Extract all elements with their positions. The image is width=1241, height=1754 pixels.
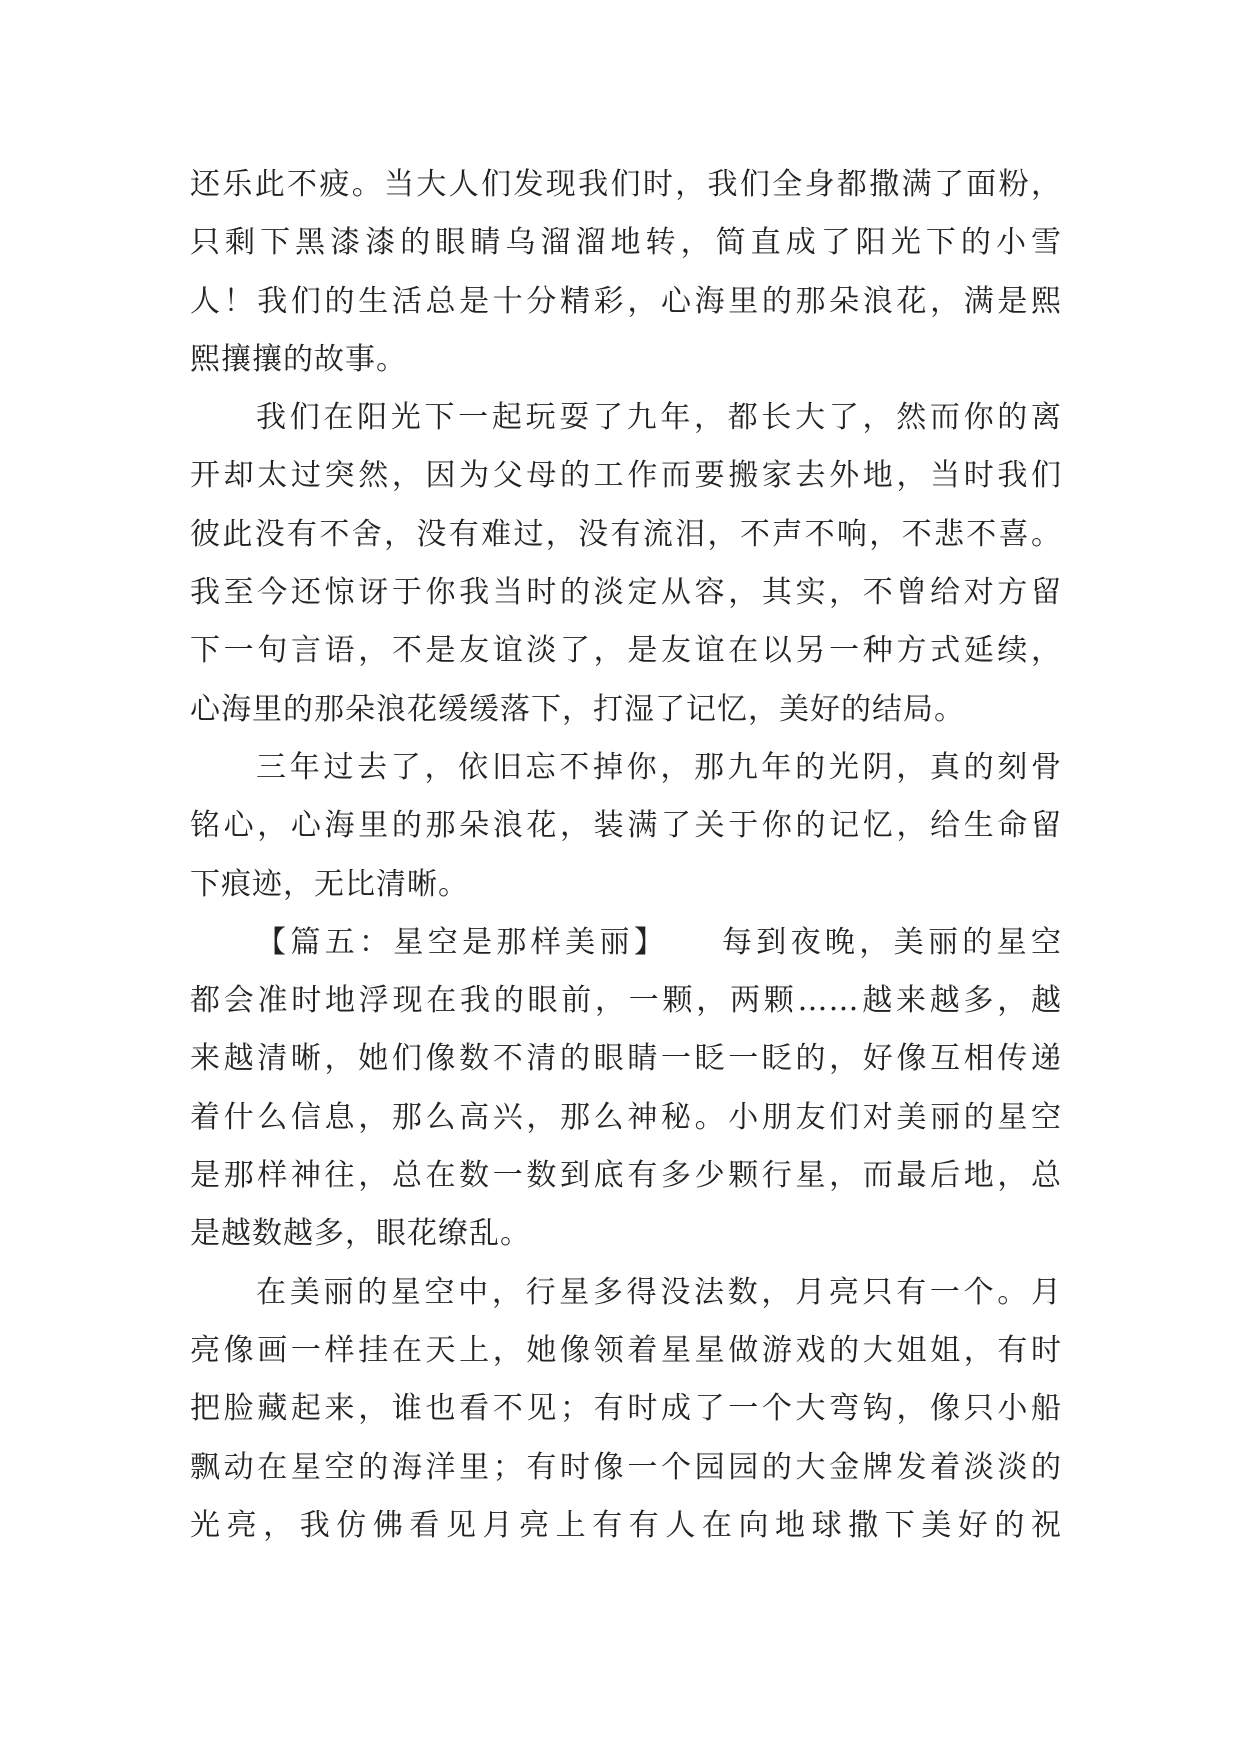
text-line: 熙攘攘的故事。 — [190, 341, 407, 377]
text-line: 都会准时地浮现在我的眼前，一颗，两颗……越来越多，越 — [190, 983, 1062, 1019]
text-line: 来越清晰，她们像数不清的眼睛一眨一眨的，好像互相传递 — [190, 1041, 1062, 1077]
text-line: 我们在阳光下一起玩耍了九年，都长大了，然而你的离 — [256, 400, 1062, 436]
text-line: 下痕迹，无比清晰。 — [190, 866, 469, 902]
text-line: 三年过去了，依旧忘不掉你，那九年的光阴，真的刻骨 — [256, 749, 1062, 785]
text-line: 在美丽的星空中，行星多得没法数，月亮只有一个。月 — [256, 1274, 1062, 1310]
text-line: 下一句言语，不是友谊淡了，是友谊在以另一种方式延续， — [190, 633, 1062, 669]
text-line: 铭心，心海里的那朵浪花，装满了关于你的记忆，给生命留 — [190, 808, 1062, 844]
paragraph — [190, 914, 1062, 1264]
text-line: 飘动在星空的海洋里；有时像一个园园的大金牌发着淡淡的 — [190, 1449, 1062, 1485]
body-text — [190, 156, 1062, 1555]
text-line: 是越数越多，眼花缭乱。 — [190, 1216, 531, 1252]
text-line: 光亮，我仿佛看见月亮上有有人在向地球撒下美好的祝 — [190, 1507, 1062, 1543]
text-line: 把脸藏起来，谁也看不见；有时成了一个大弯钩，像只小船 — [190, 1391, 1062, 1427]
text-line: 着什么信息，那么高兴，那么神秘。小朋友们对美丽的星空 — [190, 1099, 1062, 1135]
text-line: 是那样神往，总在数一数到底有多少颗行星，而最后地，总 — [190, 1158, 1062, 1194]
text-line: 人！我们的生活总是十分精彩，心海里的那朵浪花，满是熙 — [190, 283, 1062, 319]
paragraph — [190, 739, 1062, 914]
text-line: 彼此没有不舍，没有难过，没有流泪，不声不响，不悲不喜。 — [190, 516, 1062, 552]
text-line: 还乐此不疲。当大人们发现我们时，我们全身都撒满了面粉， — [190, 167, 1062, 202]
paragraph — [190, 156, 1062, 389]
text-line: 亮像画一样挂在天上，她像领着星星做游戏的大姐姐，有时 — [190, 1332, 1062, 1368]
text-line: 只剩下黑漆漆的眼睛乌溜溜地转，简直成了阳光下的小雪 — [190, 225, 1062, 261]
text-line: 心海里的那朵浪花缓缓落下，打湿了记忆，美好的结局。 — [190, 691, 965, 727]
text-line: 我至今还惊讶于你我当时的淡定从容，其实，不曾给对方留 — [190, 575, 1062, 611]
text-line: 【篇五：星空是那样美丽】 每到夜晚，美丽的星空 — [256, 924, 1062, 960]
text-line: 开却太过突然，因为父母的工作而要搬家去外地，当时我们 — [190, 458, 1062, 494]
paragraph — [190, 1264, 1062, 1555]
paragraph — [190, 389, 1062, 739]
